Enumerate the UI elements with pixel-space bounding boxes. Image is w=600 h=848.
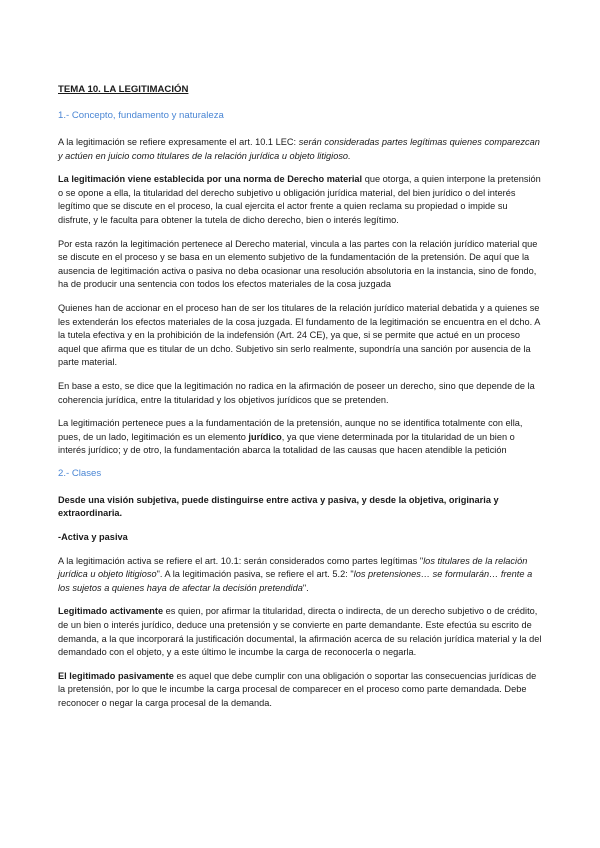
paragraph-fundamento: Quienes han de accionar en el proceso han de ser los titulares de la relación jurídico material debatida y a quienes se les extenderán los efectos materiales de la cosa juzgada. El fundamento de la legitimación se encuentra en el dcho. A la tutela efectiva y en la prohibición de la indefensión (Art. 24 CE), ya que, si se permite que actué en un proceso aquel que afirma que es titular de un dcho. Subjetivo sin serlo realmente, supondría una sanción por ausencia de la parte material.	[58, 302, 540, 368]
paragraph-text: A la legitimación activa se refiere el art. 10.1: serán considerados como partes legítimas "	[58, 555, 424, 566]
paragraph-legitimacion-activa-pasiva	[58, 555, 542, 596]
paragraph-quote: serán consideradas partes legítimas quienes comparezcan y actúen en juicio como titulares de la relación jurídica u objeto litigioso.	[58, 137, 540, 161]
paragraph-text: ". A la legitimación pasiva, se refiere el art. 5.2: "	[156, 569, 354, 580]
paragraph-fundamentacion	[58, 417, 542, 458]
paragraph-legitimado-pasivamente	[58, 670, 542, 711]
paragraph-text: que otorga, a quien interpone la pretensión o se opone a ella, la titularidad del derecho subjetivo u obligación jurídica material, del bien jurídico o del interés legítimo que se discute en el proceso, la cual ejercita el actor frente a quien reclama su propiedad o impide su disfrute, y le faculta para obtener la tutela de dicho derecho, bien o interés legítimo.	[58, 174, 541, 225]
paragraph-quote: los titulares de la relación jurídica u objeto litigioso	[58, 555, 528, 580]
document-title: TEMA 10. LA LEGITIMACIÓN	[58, 84, 189, 95]
paragraph-emphasis: jurídico	[248, 431, 282, 442]
paragraph-emphasis: La legitimación viene establecida por una norma de Derecho material	[58, 174, 363, 185]
paragraph-art-10-1	[58, 136, 542, 163]
paragraph-emphasis: El legitimado pasivamente	[58, 670, 174, 681]
paragraph-legitimado-activamente	[58, 605, 542, 659]
paragraph-emphasis: Legitimado activamente	[58, 606, 164, 617]
paragraph-text: La legitimación pertenece pues a la fundamentación de la pretensión, aunque no se identifica totalmente con ella, pues, de un lado, legitimación es un elemento	[58, 418, 523, 442]
section-heading-concepto: 1.- Concepto, fundamento y naturaleza	[58, 110, 224, 121]
paragraph-text: es quien, por afirmar la titularidad, directa o indirecta, de un derecho subjetivo o de crédito, de un bien o interés jurídico, deduce una pretensión y se convierte en parte demandante. Este efectúa su escrito de demanda, a la que incorporará la justificación documental, la afirmación acerca de su relación jurídica material y la del demandado con el objeto, y a este último le incumbe la carga de reconocerla o negarla.	[58, 606, 542, 658]
subheading-activa-pasiva: -Activa y pasiva	[58, 532, 128, 543]
paragraph-text: A la legitimación se refiere expresamente el art. 10.1 LEC:	[58, 137, 299, 147]
paragraph-coherencia-juridica: En base a esto, se dice que la legitimación no radica en la afirmación de poseer un derecho, sino que depende de la coherencia jurídica, entre la titularidad y los objetivos jurídicos que se pretenden.	[58, 380, 535, 405]
paragraph-text: , ya que viene determinada por la titularidad de un bien o interés jurídico; y de otro, la fundamentación abarca la totalidad de las causas que hacen atendible la petición	[58, 431, 515, 456]
section-heading-clases: 2.- Clases	[58, 467, 102, 479]
document-body	[58, 84, 542, 721]
paragraph-derecho-material: Por esta razón la legitimación pertenece al Derecho material, vincula a las partes con la relación jurídico material que se discute en el proceso y se basa en un elemento subjetivo de la fundamentación de la pretensión. De aquí que la ausencia de legitimación activa o pasiva no deba ocasionar una resolución absolutoria en la instancia, sino de fondo, ha de producir una sentencia con todos los efectos materiales de la cosa juzgada	[58, 238, 538, 290]
paragraph-quote: los pretensiones… se formularán… frente a los sujetos a quienes haya de afectar la decisión pretendida	[58, 569, 533, 593]
paragraph-vision-subjetiva: Desde una visión subjetiva, puede distinguirse entre activa y pasiva, y desde la objetiva, originaria y extraordinaria.	[58, 494, 499, 519]
paragraph-norma-derecho-material	[58, 173, 542, 227]
paragraph-text: ".	[302, 582, 309, 593]
paragraph-text: es aquel que debe cumplir con una obligación o soportar las consecuencias jurídicas de la pretensión, por lo que le incumbe la carga procesal de comparecer en el proceso como parte demandada. Debe reconocer o negar la carga procesal de la demanda.	[58, 670, 537, 708]
